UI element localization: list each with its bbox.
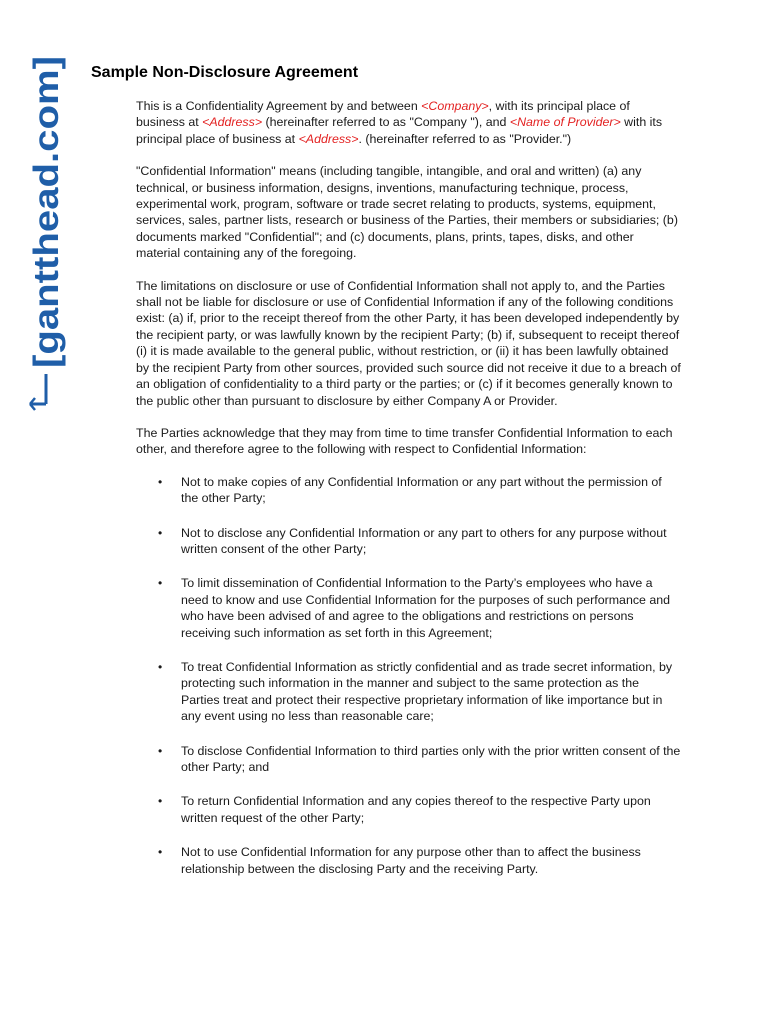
list-item: • To treat Confidential Information as strictly confidential and as trade secret information, by protecting such information in the manner and subject to the same protection as the Parties treat and protect their respective proprietary information of like importance but in any event using no less than reasonable care; [158,659,673,724]
provider-name-placeholder: <Name of Provider> [509,115,621,130]
intro-paragraph: This is a Confidentiality Agreement by and between <Company>, with its principal place of business at <Address> (hereinafter referred to as "Company "), and <Name of Provider> with its principal place of business at <Address>. (hereinafter referred to as "Provider.") [136,99,663,146]
company-placeholder: <Company> [421,99,489,113]
list-item: • To disclose Confidential Information to third parties only with the prior written consent of the other Party; and [158,743,681,774]
address-placeholder: <Address> [202,115,263,130]
bullet-icon: • [158,474,163,489]
bullet-icon: • [158,794,163,809]
bullet-icon: • [158,743,163,758]
list-item: • Not to use Confidential Information for any purpose other than to affect the business relationship between the disclosing Party and the receiving Party. [158,845,641,876]
gantthead-logo [22,52,68,412]
obligations-list [136,474,681,877]
list-item: • Not to disclose any Confidential Information or any part to others for any purpose without written consent of the other Party; [158,525,667,556]
list-item: • To return Confidential Information and any copies thereof to the respective Party upon written request of the other Party; [158,794,651,825]
bullet-icon: • [158,525,163,540]
definition-paragraph: "Confidential Information" means (including tangible, intangible, and oral and written) (a) any technical, or business information, designs, inventions, manufacturing technique, process, experimental work, program, software or trade secret relating to products, systems, equipment, services, sales, partner lists, research or business of the Parties, their members or subsidiaries; (b) documents marked "Confidential"; and (c) documents, plans, prints, tapes, disks, and other material containing any of the foregoing. [136,164,678,261]
limitations-paragraph: The limitations on disclosure or use of Confidential Information shall not apply to, and the Parties shall not be liable for disclosure or use of Confidential Information if any of the following conditions exist: (a) if, prior to the receipt thereof from the other Party, it has been developed independently by the recipient party, or was lawfully known by the recipient Party; (b) if, subsequent to receipt thereof (i) it is made available to the general public, without restriction, or (ii) it has been lawfully obtained by the recipient Party from other sources, provided such source did not receive it due to a breach of an obligation of confidentiality to a third party or the parties; or (c) if it becomes generally known to the public other than pursuant to disclosure by either Company A or Provider. [136,278,681,408]
bullet-icon: • [158,576,163,591]
page-title: Sample Non-Disclosure Agreement [91,64,359,81]
logo-text: [gantthead.com] [27,95,66,368]
address-placeholder: <Address> [298,131,359,146]
bullet-icon: • [158,659,163,674]
acknowledgement-paragraph: The Parties acknowledge that they may from time to time transfer Confidential Information to each other, and therefore agree to the following with respect to Confidential Information: [136,425,673,457]
list-item: • Not to make copies of any Confidential Information or any part without the permission of the other Party; [158,474,662,506]
list-item: • To limit dissemination of Confidential Information to the Party’s employees who have a need to know and use Confidential Information for the purposes of such performance and who have been advised of and agree to the obligations and restrictions on persons receiving such information as set forth in this Agreement; [158,576,671,640]
agreement-body [136,98,681,895]
bullet-icon: • [158,845,163,860]
